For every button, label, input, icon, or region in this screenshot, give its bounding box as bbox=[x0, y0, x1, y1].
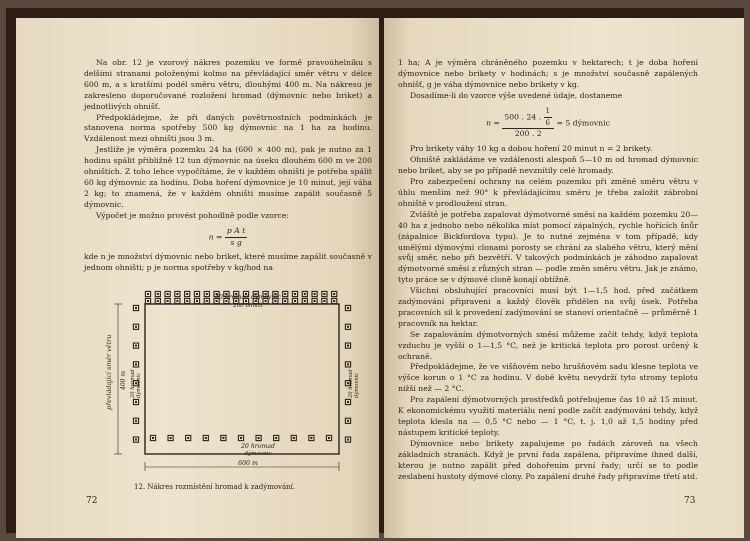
formula-inner-fraction bbox=[544, 106, 552, 129]
paragraph: Všichni obsluhující pracovníci musí být 1—1,5 hod. před začátkem zadýmování připraveni a každý člověk přidělen na svůj úsek. Potřeba pracovních sil k provedení zadýmování se stanoví orientačně — průměrně 1 pracovník na hektar. bbox=[398, 286, 698, 328]
paragraph: Jestliže je výměra pozemku 24 ha (600 × 400 m), pak je nutno za 1 hodinu spálit přibližně 12 tun dýmovnic na úseku dlouhém 600 m ve 200 ohništích. Z toho lehce vypočítáme, že v každém ohništi je potřeba spálit 60 kg dýmovnic za hodinu. Doba hoření dýmovnice je 10 minut, její váha 2 kg; to znamená, že v každém ohništi musíme zapálit současně 5 dýmovnic. bbox=[84, 145, 372, 209]
plot-diagram bbox=[98, 290, 378, 480]
formula-fraction bbox=[502, 106, 554, 141]
formula-denominator: s g bbox=[230, 237, 242, 247]
heap-marker-dot bbox=[186, 293, 188, 295]
heap-marker-dot bbox=[333, 300, 335, 302]
heap-marker-dot bbox=[135, 420, 137, 422]
right-page bbox=[384, 18, 744, 538]
right-sublabel-2: dýmovnic bbox=[354, 372, 360, 398]
left-page bbox=[16, 18, 379, 538]
heap-marker-dot bbox=[167, 293, 169, 295]
heap-marker-dot bbox=[328, 437, 330, 439]
book-spread bbox=[6, 8, 744, 533]
heap-marker-dot bbox=[135, 439, 137, 441]
formula-numerator bbox=[502, 106, 554, 130]
formula-fraction bbox=[225, 226, 247, 249]
page-number: 73 bbox=[684, 496, 696, 506]
formula-lhs: n = bbox=[486, 117, 500, 127]
heap-marker-dot bbox=[206, 293, 208, 295]
formula bbox=[84, 226, 372, 249]
heap-marker-dot bbox=[196, 300, 198, 302]
figure-caption: 12. Nákres rozmístění hromad k zadýmování. bbox=[134, 483, 296, 491]
inner-denominator: 6 bbox=[545, 118, 550, 127]
left-text-block bbox=[84, 58, 372, 274]
paragraph: Se zapalováním dýmotvorných směsí můžeme začít tehdy, když teplota vzduchu je vyšší o 1—1,5 °C, než je kritická teplota pro porost určený k ochraně. bbox=[398, 329, 698, 361]
heap-marker-dot bbox=[205, 437, 207, 439]
paragraph: Pro zapálení dýmotvorných prostředků potřebujeme čas 10 až 15 minut. K ekonomickému využití materiálu není podle začít zadýmování tehdy, když teplota klesla na — 0,5 °C nebo — 1 °C, t. j. 1,0 až 1,5 hodiny před nástupem kritické teploty. bbox=[398, 395, 698, 437]
formula-lhs: n = bbox=[208, 232, 223, 241]
inner-numerator: 1 bbox=[544, 106, 552, 118]
heap-marker-dot bbox=[135, 345, 137, 347]
heap-marker-dot bbox=[294, 293, 296, 295]
heap-marker-dot bbox=[135, 363, 137, 365]
heap-marker-dot bbox=[135, 326, 137, 328]
heap-marker-dot bbox=[294, 300, 296, 302]
heap-marker-dot bbox=[157, 300, 159, 302]
heap-marker-dot bbox=[135, 307, 137, 309]
heap-marker-dot bbox=[275, 437, 277, 439]
paragraph: Na obr. 12 je vzorový nákres pozemku ve formě pravoúhelníku s delšími stranami položenými kolmo na převládající směr větru v délce 600 m, a s kratšími podél směru větru, dlouhými 400 m. Na nákresu je zakresleno doporučované rozložení hromad (dýmovnic nebo briket) a jednotlivých ohnišť. bbox=[84, 58, 372, 111]
paragraph: Předpokládejme, že ve višňovém nebo hrušňovém sadu klesne teplota ve výšce korun o 1 °C za hodinu. V době květu nevydrží tyto stromy teplotu nižší než — 2 °C. bbox=[398, 362, 698, 394]
right-sublabel: 20 hromad bbox=[348, 369, 354, 398]
heap-marker-dot bbox=[347, 307, 349, 309]
heap-marker-dot bbox=[314, 300, 316, 302]
heap-marker-dot bbox=[304, 300, 306, 302]
heap-marker-dot bbox=[152, 437, 154, 439]
heap-marker-dot bbox=[304, 293, 306, 295]
formula bbox=[398, 106, 698, 141]
heap-marker-dot bbox=[347, 363, 349, 365]
heap-marker-dot bbox=[240, 437, 242, 439]
bottom-label: 20 hromad bbox=[240, 443, 276, 450]
heap-marker-dot bbox=[135, 401, 137, 403]
heap-marker-dot bbox=[196, 293, 198, 295]
heap-marker-dot bbox=[258, 437, 260, 439]
paragraph: Dosadíme-li do vzorce výše uvedené údaje, dostaneme bbox=[410, 90, 623, 100]
left-sublabel: 20 hromad bbox=[130, 369, 136, 398]
heap-marker-dot bbox=[147, 300, 149, 302]
formula-numerator: p A t bbox=[225, 226, 247, 238]
heap-marker-dot bbox=[170, 437, 172, 439]
paragraph: Předpokládejme, že při daných povětrnostních podmínkách je stanovena norma spotřeby 500 kg dýmovnic na 1 ha za hodinu. Vzdálenost mezi ohništi jsou 3 m. bbox=[84, 112, 372, 144]
heap-marker-dot bbox=[310, 437, 312, 439]
formula-numerator-part: 500 . 24 . bbox=[504, 112, 542, 122]
plot-boundary bbox=[145, 304, 339, 454]
left-sublabel-2: dýmovnic bbox=[136, 372, 142, 398]
heap-marker-dot bbox=[176, 293, 178, 295]
heap-marker-dot bbox=[323, 293, 325, 295]
formula-denominator: 200 . 2 bbox=[514, 129, 542, 139]
heap-marker-dot bbox=[323, 300, 325, 302]
wind-direction-label: převládající směr větru bbox=[105, 334, 113, 410]
paragraph: Ohniště zakládáme ve vzdálenosti alespoň 5—10 m od hromad dýmovnic nebo briket, aby se po případě nevznítily celé hromady. bbox=[398, 155, 698, 176]
paragraph: 1 ha; A je výměra chráněného pozemku v hektarech; t je doba hoření dýmovnice nebo brikety v hodinách; s je množství současně zapálených ohnišť, g je váha dýmovnice nebo brikety v kg. bbox=[398, 58, 698, 89]
paragraph: kde n je množství dýmovnic nebo briket, které musíme zapálit současně v jednom ohništi; p je norma spotřeby v kg/hod na bbox=[84, 252, 372, 273]
heap-marker-dot bbox=[206, 300, 208, 302]
bottom-sublabel: dýmovnic bbox=[244, 451, 272, 457]
height-dimension-label: 400 m bbox=[120, 370, 127, 390]
heap-marker-dot bbox=[147, 293, 149, 295]
heap-marker-dot bbox=[293, 437, 295, 439]
page-number: 72 bbox=[86, 496, 98, 506]
heap-marker-dot bbox=[314, 293, 316, 295]
heap-marker-dot bbox=[157, 293, 159, 295]
right-text-block bbox=[398, 58, 698, 482]
paragraph: Výpočet je možno provést pohodlně podle vzorce: bbox=[96, 210, 289, 220]
heap-marker-dot bbox=[347, 326, 349, 328]
heap-marker-dot bbox=[347, 401, 349, 403]
heap-marker-dot bbox=[187, 437, 189, 439]
top-sublabel: 200 ohnišť bbox=[233, 303, 263, 309]
heap-marker-dot bbox=[186, 300, 188, 302]
heap-marker-dot bbox=[347, 420, 349, 422]
heap-marker-dot bbox=[284, 293, 286, 295]
width-dimension-label: 600 m bbox=[238, 460, 258, 467]
heap-marker-dot bbox=[222, 437, 224, 439]
heap-marker-dot bbox=[347, 345, 349, 347]
smoke-heap-markers bbox=[133, 291, 350, 442]
heap-marker-dot bbox=[347, 439, 349, 441]
heap-marker-dot bbox=[176, 300, 178, 302]
top-label: 40 hromad dýmovnic bbox=[215, 294, 281, 301]
paragraph: Pro zabezpečení ochrany na celém pozemku při změně směru větru v úhlu menším než 90° k převládajícímu směru je třeba založit zábrobní ohniště v prodloužení stran. bbox=[398, 177, 698, 208]
heap-marker-dot bbox=[333, 293, 335, 295]
paragraph: Dýmovnice nebo brikety zapalujeme po řadách zároveň na všech základních stranách. Když je první řada zapálena, připravíme ihned další, kterou je nutno zapálit před dohořením první řady; určí se to podle zeslabení hustoty dýmové clony. Po zapálení druhé řady připravíme třetí atd. bbox=[398, 438, 698, 481]
paragraph: Pro brikety váhy 10 kg a dobou hoření 20 minut n = 2 brikety. bbox=[410, 144, 653, 154]
formula-result: = 5 dýmovnic bbox=[556, 117, 610, 127]
heap-marker-dot bbox=[167, 300, 169, 302]
paragraph: Zvláště je potřeba zapalovat dýmotvorné směsi na každém pozemku 20—40 ha z jednoho nebo několika míst pomocí zápalných, rychle hořících šnůr (zápalnice Bickfordova typu). Je to nutné zejména v tom případě, kdy umělými dýmovými clonami porosty se chrání za slabého větru, který mění svůj směr, nebo při bezvětří. V takových podmínkách je záhodno zapalovat dýmotvorné směsi z různých stran — podle změn směru větru. Jak je známo, tyto práce se v dýmové cloně konají obtížně. bbox=[398, 209, 698, 285]
heap-marker-dot bbox=[284, 300, 286, 302]
